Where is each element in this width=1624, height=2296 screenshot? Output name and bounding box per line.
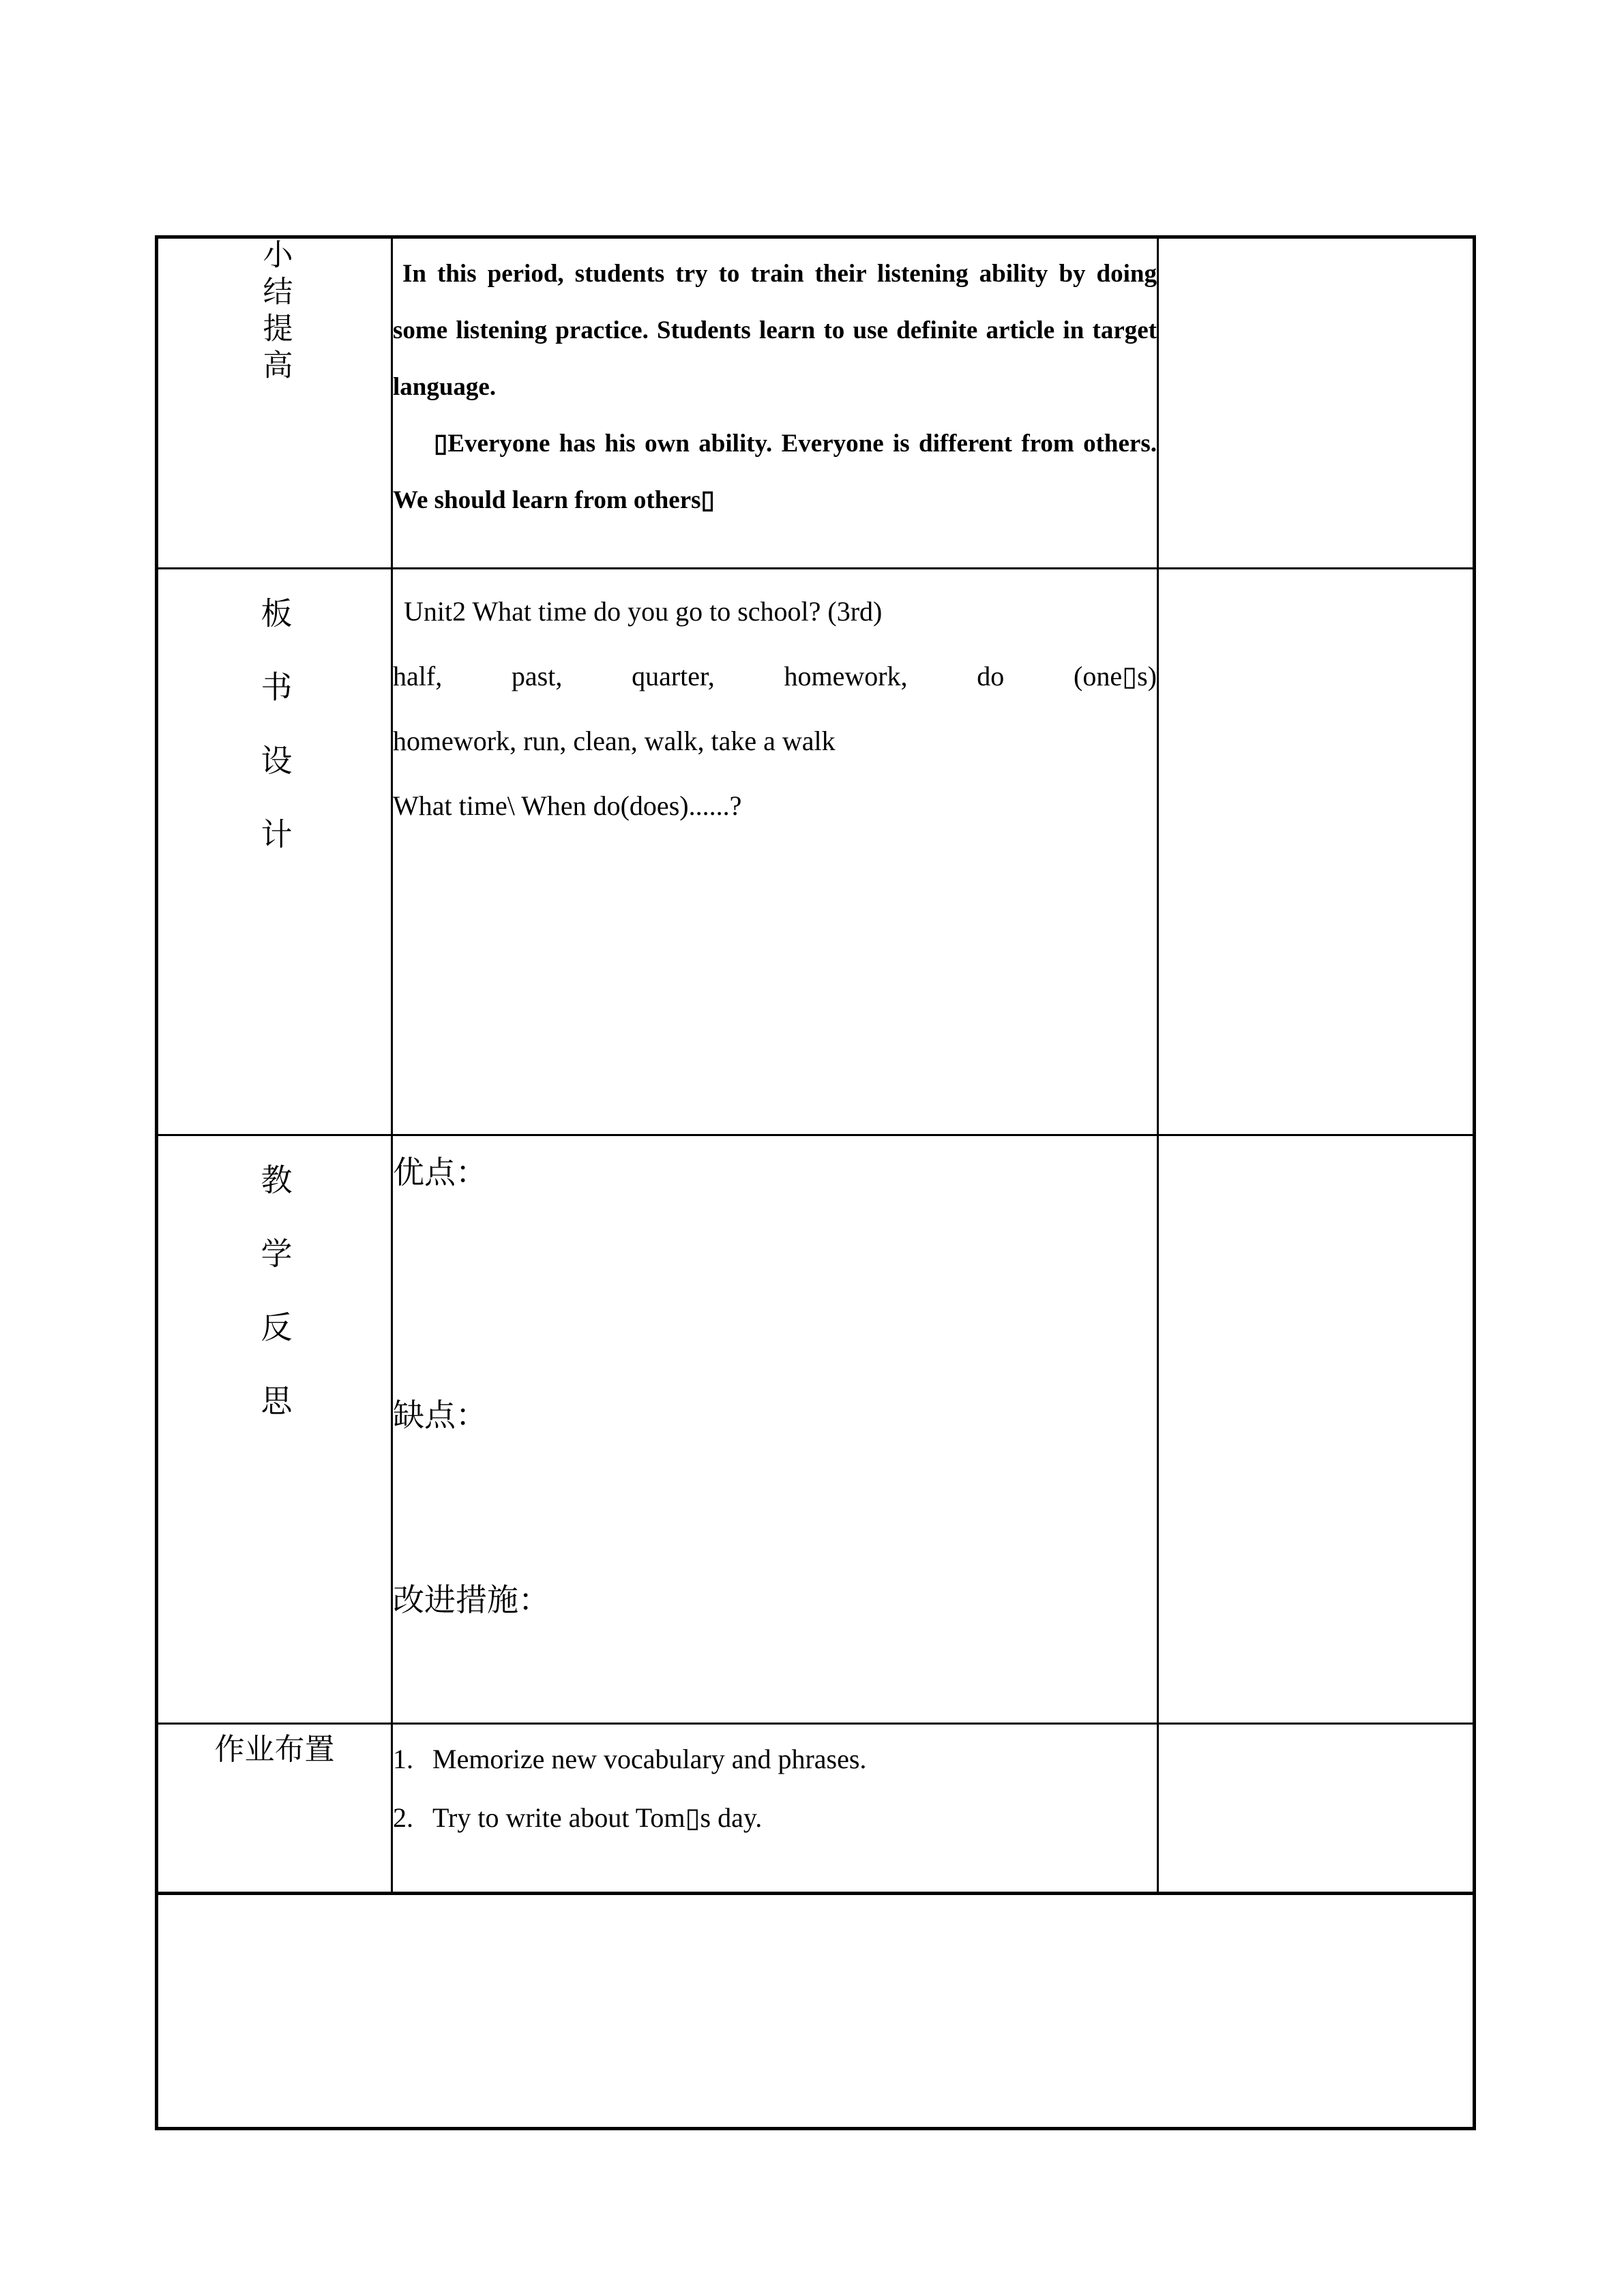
homework-item-2-text: Try to write about Tom▯s day. [432,1802,763,1833]
homework-item-2 [393,1789,1157,1847]
reflection-label-cell [157,1135,392,1724]
bottom-empty-row [157,1894,1475,2129]
reflection-empty-cell [1158,1135,1475,1724]
homework-item-1 [393,1730,1157,1789]
homework-empty-cell [1158,1724,1475,1894]
board-empty-cell [1158,569,1475,1135]
board-design-row-label: 板书设计 [256,597,293,891]
summary-row-label: 小结提高 [258,239,292,386]
teaching-reflection-row [157,1135,1475,1724]
bottom-empty-cell [157,1894,1475,2129]
summary-label-cell [157,237,392,569]
reflection-item-disadvantages: 缺点： [393,1397,487,1433]
summary-content-cell [392,237,1158,569]
summary-row [157,237,1475,569]
homework-label-cell [157,1724,392,1894]
homework-list [393,1725,1157,1847]
reflection-content-cell [392,1135,1158,1724]
board-content-cell [392,569,1158,1135]
board-label-cell [157,569,392,1135]
board-line-3: homework, run, clean, walk, take a walk [393,726,836,756]
summary-empty-cell [1158,237,1475,569]
board-line-1: Unit2 What time do you go to school? (3rd) [404,596,883,627]
summary-paragraph-1: In this period, students try to train their listening ability by doing some listening practice. Students learn to use definite article in target language. [393,260,1157,401]
homework-row [157,1724,1475,1894]
reflection-item-advantages: 优点： [393,1154,487,1190]
homework-item-1-number: 1. [393,1744,413,1774]
reflection-row-label: 教学反思 [256,1163,293,1458]
homework-content-cell [392,1724,1158,1894]
board-line-2: half, past, quarter, homework, do (one▯s) [393,661,1157,691]
board-line-4: What time\ When do(does)......? [393,790,742,821]
homework-item-2-number: 2. [393,1802,413,1833]
lesson-plan-table [155,235,1476,2130]
board-design-row [157,569,1475,1135]
summary-paragraph-2: ▯Everyone has his own ability. Everyone is different from others. We should learn from others▯ [393,430,1157,514]
reflection-item-improvements: 改进措施： [393,1582,550,1617]
homework-item-1-text: Memorize new vocabulary and phrases. [432,1744,867,1774]
homework-row-label: 作业布置 [214,1733,335,1766]
